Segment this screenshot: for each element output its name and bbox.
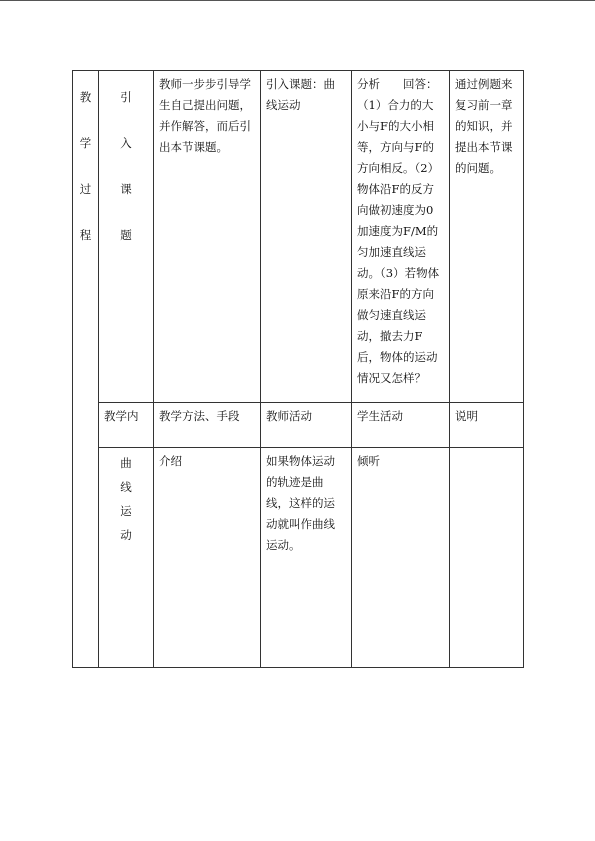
intro-label: 引入课题 <box>120 90 132 242</box>
intro-method-text: 教师一步步引导学生自己提出问题，并作解答，而后引出本节课题。 <box>159 77 251 154</box>
process-label-cell <box>73 71 99 668</box>
curve-note-cell <box>450 448 524 668</box>
page-top-rule <box>0 0 595 1</box>
header-method: 教学方法、手段 <box>154 403 261 448</box>
curve-label: 曲线运动 <box>120 456 132 542</box>
intro-teacher-text: 引入课题：曲线运动 <box>266 77 335 112</box>
curve-student-text: 倾听 <box>357 454 380 468</box>
curve-method-cell <box>154 448 261 668</box>
header-content: 教学内 <box>99 403 154 448</box>
intro-student-text: 分析 回答：（1）合力的大小与F的大小相等，方向与F的方向相反。（2）物体沿F的反方向做初速度为0加速度为F/M的匀加速直线运动。（3）若物体原来沿F的方向做匀速直线运动，撤去力F后，物体的运动情况又怎样？ <box>357 77 440 385</box>
header-note: 说明 <box>450 403 524 448</box>
intro-note-text: 通过例题来复习前一章的知识，并提出本节课的问题。 <box>455 77 513 175</box>
process-label: 教学过程 <box>79 90 92 242</box>
intro-student-cell <box>352 71 450 403</box>
intro-method-cell <box>154 71 261 403</box>
lesson-plan-table <box>72 70 524 668</box>
header-teacher: 教师活动 <box>261 403 352 448</box>
curve-method-text: 介绍 <box>159 454 182 468</box>
curve-student-cell <box>352 448 450 668</box>
intro-row <box>73 71 524 403</box>
intro-teacher-cell <box>261 71 352 403</box>
header-student: 学生活动 <box>352 403 450 448</box>
curve-teacher-text: 如果物体运动的轨迹是曲线，这样的运动就叫作曲线运动。 <box>266 454 335 552</box>
curve-row <box>73 448 524 668</box>
intro-label-cell <box>99 71 154 403</box>
curve-label-cell <box>99 448 154 668</box>
header-row <box>73 403 524 448</box>
curve-teacher-cell <box>261 448 352 668</box>
intro-note-cell <box>450 71 524 403</box>
